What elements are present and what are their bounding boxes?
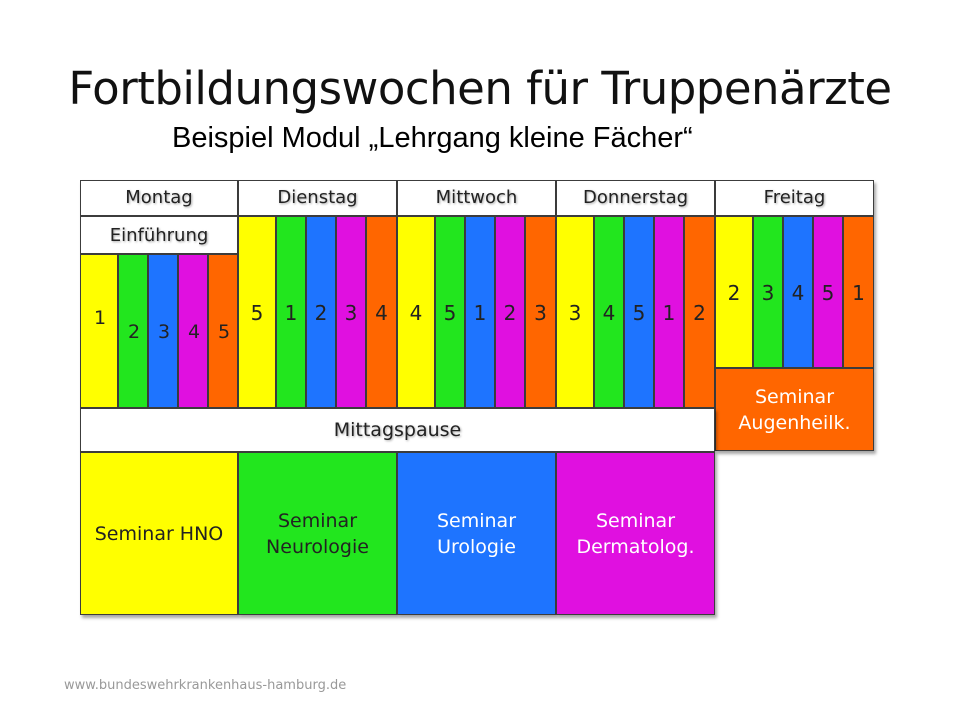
- strip-dienstag-2: [276, 216, 306, 408]
- strip-label: 5: [632, 301, 646, 325]
- day-header-mittwoch: Mittwoch: [397, 180, 556, 216]
- strip-mittwoch-5: [525, 216, 556, 408]
- strip-freitag-1: [715, 216, 753, 368]
- strip-dienstag-4: [336, 216, 366, 408]
- strip-label: 1: [852, 281, 865, 305]
- strip-dienstag-1: [238, 216, 276, 408]
- strip-montag-2: [118, 254, 148, 408]
- seminar-dermatologie: Seminar Dermatolog.: [556, 452, 715, 615]
- strip-donnerstag-4: [654, 216, 684, 408]
- strip-label: 2: [727, 281, 741, 305]
- day-header-dienstag: Dienstag: [238, 180, 397, 216]
- strip-montag-3: [148, 254, 178, 408]
- strip-label: 1: [94, 307, 107, 329]
- strip-label: 5: [250, 301, 264, 325]
- day-header-montag: Montag: [80, 180, 238, 216]
- strip-label: 3: [344, 301, 358, 325]
- strip-label: 4: [375, 301, 388, 325]
- strip-label: 3: [158, 321, 171, 343]
- strip-freitag-3: [783, 216, 813, 368]
- seminar-neurologie: Seminar Neurologie: [238, 452, 397, 615]
- strip-label: 4: [188, 321, 201, 343]
- slide-title: Fortbildungswochen für Truppenärzte: [68, 62, 892, 115]
- strip-mittwoch-4: [495, 216, 525, 408]
- strip-label: 2: [693, 301, 706, 325]
- strip-label: 1: [284, 301, 298, 325]
- strip-freitag-2: [753, 216, 783, 368]
- strip-label: 3: [761, 281, 775, 305]
- strip-montag-1: [80, 254, 118, 408]
- strip-label: 5: [218, 321, 231, 343]
- strip-label: 1: [473, 301, 487, 325]
- strip-label: 2: [503, 301, 517, 325]
- strip-montag-4: [178, 254, 208, 408]
- strip-mittwoch-2: [435, 216, 465, 408]
- strip-label: 3: [568, 301, 582, 325]
- strip-label: 5: [443, 301, 457, 325]
- strip-label: 1: [662, 301, 676, 325]
- strip-label: 4: [409, 301, 423, 325]
- seminar-augenheilkunde: Seminar Augenheilk.: [715, 368, 874, 451]
- day-header-donnerstag: Donnerstag: [556, 180, 715, 216]
- strip-label: 4: [791, 281, 805, 305]
- strip-donnerstag-1: [556, 216, 594, 408]
- strip-donnerstag-3: [624, 216, 654, 408]
- strip-freitag-4: [813, 216, 843, 368]
- strip-label: 2: [128, 321, 141, 343]
- strip-freitag-5: [843, 216, 874, 368]
- strip-donnerstag-5: [684, 216, 715, 408]
- day-header-freitag: Freitag: [715, 180, 874, 216]
- strip-mittwoch-3: [465, 216, 495, 408]
- footer-url: www.bundeswehrkrankenhaus-hamburg.de: [64, 678, 347, 693]
- strip-label: 2: [314, 301, 328, 325]
- slide-subtitle: Beispiel Modul „Lehrgang kleine Fächer“: [172, 122, 693, 154]
- strip-label: 4: [602, 301, 616, 325]
- lunch-break: Mittagspause: [80, 408, 715, 452]
- seminar-urologie: Seminar Urologie: [397, 452, 556, 615]
- strip-donnerstag-2: [594, 216, 624, 408]
- intro-block: Einführung: [80, 216, 238, 254]
- strip-dienstag-5: [366, 216, 397, 408]
- strip-label: 5: [821, 281, 835, 305]
- seminar-hno: Seminar HNO: [80, 452, 238, 615]
- strip-dienstag-3: [306, 216, 336, 408]
- strip-montag-5: [208, 254, 238, 408]
- strip-label: 3: [534, 301, 547, 325]
- strip-mittwoch-1: [397, 216, 435, 408]
